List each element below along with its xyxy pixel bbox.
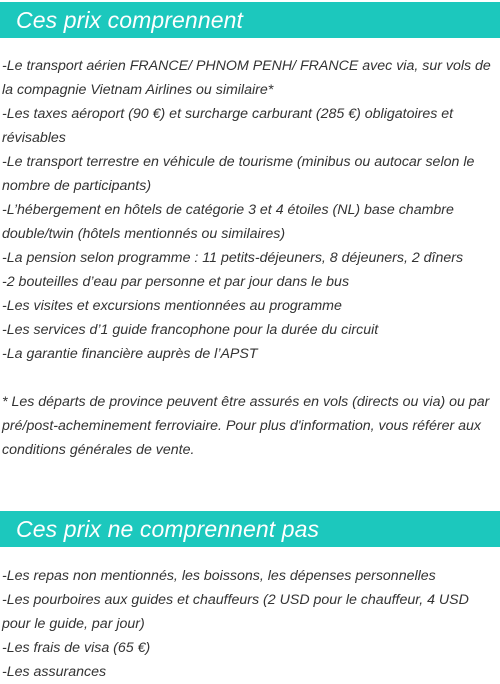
list-item: -Les taxes aéroport (90 €) et surcharge carburant (285 €) obligatoires et révisables — [2, 106, 454, 146]
list-item: -Le transport terrestre en véhicule de tourisme (minibus ou autocar selon le nombre de participants) — [2, 154, 475, 194]
included-section-title: Ces prix comprennent — [16, 6, 243, 33]
list-item: -Les services d’1 guide francophone pour la durée du circuit — [2, 322, 379, 338]
included-section-header — [0, 2, 500, 38]
excluded-section-header — [0, 511, 500, 547]
list-item: -Les pourboires aux guides et chauffeurs (2 USD pour le chauffeur, 4 USD pour le guide, par jour) — [2, 592, 469, 632]
included-list — [2, 54, 498, 366]
list-item: -Les frais de visa (65 €) — [2, 640, 151, 656]
list-item: -La garantie financière auprès de l’APST — [2, 346, 258, 362]
list-item: -Le transport aérien FRANCE/ PHNOM PENH/ FRANCE avec via, sur vols de la compagnie Vietnam Airlines ou similaire* — [2, 58, 491, 98]
excluded-section-title: Ces prix ne comprennent pas — [16, 515, 320, 542]
list-item: -Les repas non mentionnés, les boissons, les dépenses personnelles — [2, 568, 436, 584]
list-item: -Les assurances — [2, 664, 107, 680]
excluded-list — [2, 564, 498, 684]
departure-footnote: * Les départs de province peuvent être assurés en vols (directs ou via) ou par pré/post-acheminement ferroviaire. Pour plus d'information, vous référer aux conditions générales de vente. — [2, 394, 490, 458]
list-item: -La pension selon programme : 11 petits-déjeuners, 8 déjeuners, 2 dîners — [2, 250, 464, 266]
list-item: -L’hébergement en hôtels de catégorie 3 et 4 étoiles (NL) base chambre double/twin (hôtels mentionnés ou similaires) — [2, 202, 454, 242]
list-item: -Les visites et excursions mentionnées au programme — [2, 298, 342, 314]
list-item: -2 bouteilles d’eau par personne et par jour dans le bus — [2, 274, 350, 290]
